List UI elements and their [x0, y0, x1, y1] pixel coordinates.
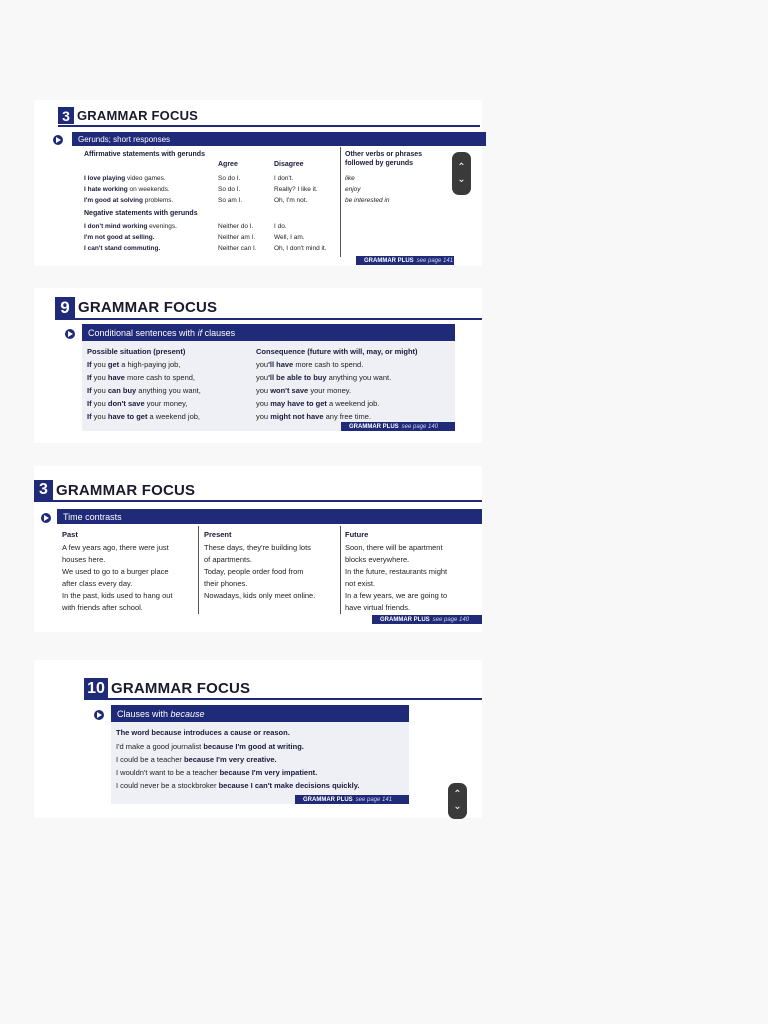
example-sentence: I'd make a good journalist because I'm good at writing.	[116, 742, 304, 751]
section-title: GRAMMAR FOCUS	[56, 481, 196, 499]
subhead-affirmative: Affirmative statements with gerunds	[84, 151, 205, 158]
topic-band	[111, 705, 409, 722]
scroll-arrows[interactable]	[452, 152, 471, 195]
example-sentence: I could be a teacher because I'm very creative.	[116, 755, 277, 764]
col-possible-head: Possible situation (present)	[87, 347, 186, 356]
present-line: of apartments.	[204, 555, 252, 564]
scroll-arrows[interactable]	[448, 783, 467, 819]
section-title: GRAMMAR FOCUS	[77, 108, 199, 123]
topic-band-label: Time contrasts	[63, 511, 122, 522]
past-line: A few years ago, there were just	[62, 543, 169, 552]
topic-band	[82, 324, 455, 341]
topic-band	[57, 509, 482, 524]
table-row: If you get a high-paying job,	[87, 360, 181, 369]
col-disagree-head: Disagree	[274, 161, 304, 168]
scroll-up-icon[interactable]: ⌃	[457, 161, 466, 173]
table-row: If you have to get a weekend job,	[87, 412, 200, 421]
future-line: not exist.	[345, 579, 376, 588]
topic-band-label: Gerunds; short responses	[78, 134, 171, 144]
past-line: after class every day.	[62, 579, 133, 588]
table-row: If you can buy anything you want,	[87, 386, 201, 395]
col-other-head-2: followed by gerunds	[345, 160, 414, 167]
disagree-cell: I do.	[274, 223, 287, 230]
header-rule	[84, 698, 482, 700]
agree-cell: Neither can I.	[218, 245, 257, 252]
past-line: We used to go to a burger place	[62, 567, 169, 576]
section-number: 3	[34, 480, 53, 500]
section-header	[55, 297, 217, 318]
grammar-plus-link[interactable]: GRAMMAR PLUS see page 140	[372, 615, 482, 624]
consequence-cell: you won't save your money.	[256, 386, 352, 395]
grammar-focus-card-time-contrasts	[34, 466, 482, 632]
col-other-head-1: Other verbs or phrases	[345, 151, 423, 158]
consequence-cell: you'll have more cash to spend.	[256, 360, 364, 369]
scroll-up-icon[interactable]: ⌃	[453, 789, 462, 800]
topic-band	[72, 132, 486, 146]
future-line: Soon, there will be apartment	[345, 543, 443, 552]
topic-band-label: Conditional sentences with if clauses	[88, 327, 236, 338]
disagree-cell: Really? I like it.	[274, 186, 318, 193]
table-row: I don't mind working evenings.	[84, 223, 177, 230]
table-row: If you don't save your money,	[87, 399, 188, 408]
header-rule	[58, 125, 480, 127]
section-number: 10	[84, 678, 108, 699]
subhead-negative: Negative statements with gerunds	[84, 210, 198, 217]
table-row: I'm not good at selling.	[84, 234, 155, 241]
example-sentence: I wouldn't want to be a teacher because I'm very impatient.	[116, 768, 318, 777]
past-line: houses here.	[62, 555, 106, 564]
because-intro: The word because introduces a cause or reason.	[116, 728, 290, 737]
col-past-head: Past	[62, 530, 78, 539]
section-header	[84, 678, 250, 699]
col-present-head: Present	[204, 530, 232, 539]
example-sentence: I could never be a stockbroker because I can't make decisions quickly.	[116, 781, 360, 790]
table-row: If you have more cash to spend,	[87, 373, 196, 382]
column-divider	[340, 526, 341, 614]
col-future-head: Future	[345, 530, 369, 539]
disagree-cell: Oh, I don't mind it.	[274, 245, 327, 252]
scroll-down-icon[interactable]: ⌄	[457, 173, 466, 185]
disagree-cell: Well, I am.	[274, 234, 305, 241]
section-title: GRAMMAR FOCUS	[111, 680, 251, 697]
col-consequence-head: Consequence (future with will, may, or might)	[256, 347, 418, 356]
other-verb-cell: enjoy	[345, 186, 361, 193]
agree-cell: So do I.	[218, 175, 241, 182]
future-line: In a few years, we are going to	[345, 591, 448, 600]
future-line: In the future, restaurants might	[345, 567, 448, 576]
grammar-plus-link[interactable]: GRAMMAR PLUS see page 140	[341, 422, 455, 431]
present-line: their phones.	[204, 579, 248, 588]
play-audio-icon[interactable]	[65, 329, 75, 339]
section-number: 9	[55, 297, 75, 318]
grammar-focus-card-gerunds	[34, 100, 482, 266]
table-row: I can't stand commuting.	[84, 245, 161, 252]
header-rule	[55, 318, 482, 320]
topic-band-label: Clauses with because	[117, 708, 205, 719]
agree-cell: Neither am I.	[218, 234, 256, 241]
play-audio-icon[interactable]	[53, 135, 63, 145]
past-line: with friends after school.	[62, 603, 143, 612]
consequence-cell: you may have to get a weekend job.	[256, 399, 380, 408]
grammar-focus-card-because	[34, 660, 482, 818]
future-line: blocks everywhere.	[345, 555, 410, 564]
consequence-cell: you'll be able to buy anything you want.	[256, 373, 392, 382]
table-row: I hate working on weekends.	[84, 186, 170, 193]
disagree-cell: I don't.	[274, 175, 294, 182]
disagree-cell: Oh, I'm not.	[274, 197, 308, 204]
column-divider	[340, 147, 341, 257]
table-row: I'm good at solving problems.	[84, 197, 174, 204]
present-line: These days, they're building lots	[204, 543, 311, 552]
section-header	[58, 107, 198, 124]
table-row: I love playing video games.	[84, 175, 166, 182]
column-divider	[198, 526, 199, 614]
agree-cell: Neither do I.	[218, 223, 254, 230]
consequence-cell: you might not have any free time.	[256, 412, 372, 421]
scroll-down-icon[interactable]: ⌄	[453, 801, 462, 812]
section-header	[34, 480, 195, 500]
future-line: have virtual friends.	[345, 603, 411, 612]
grammar-focus-card-conditionals	[34, 288, 482, 443]
past-line: In the past, kids used to hang out	[62, 591, 173, 600]
col-agree-head: Agree	[218, 161, 238, 168]
other-verb-cell: be interested in	[345, 197, 390, 204]
present-line: Today, people order food from	[204, 567, 304, 576]
agree-cell: So do I.	[218, 186, 241, 193]
section-title: GRAMMAR FOCUS	[78, 299, 218, 316]
play-audio-icon[interactable]	[41, 513, 51, 523]
play-audio-icon[interactable]	[94, 710, 104, 720]
header-rule	[34, 500, 482, 502]
grammar-plus-link[interactable]: GRAMMAR PLUS see page 141	[295, 795, 409, 804]
agree-cell: So am I.	[218, 197, 243, 204]
other-verb-cell: like	[345, 175, 355, 182]
grammar-plus-link[interactable]: GRAMMAR PLUS see page 141	[356, 256, 454, 265]
section-number: 3	[58, 107, 74, 124]
present-line: Nowadays, kids only meet online.	[204, 591, 316, 600]
